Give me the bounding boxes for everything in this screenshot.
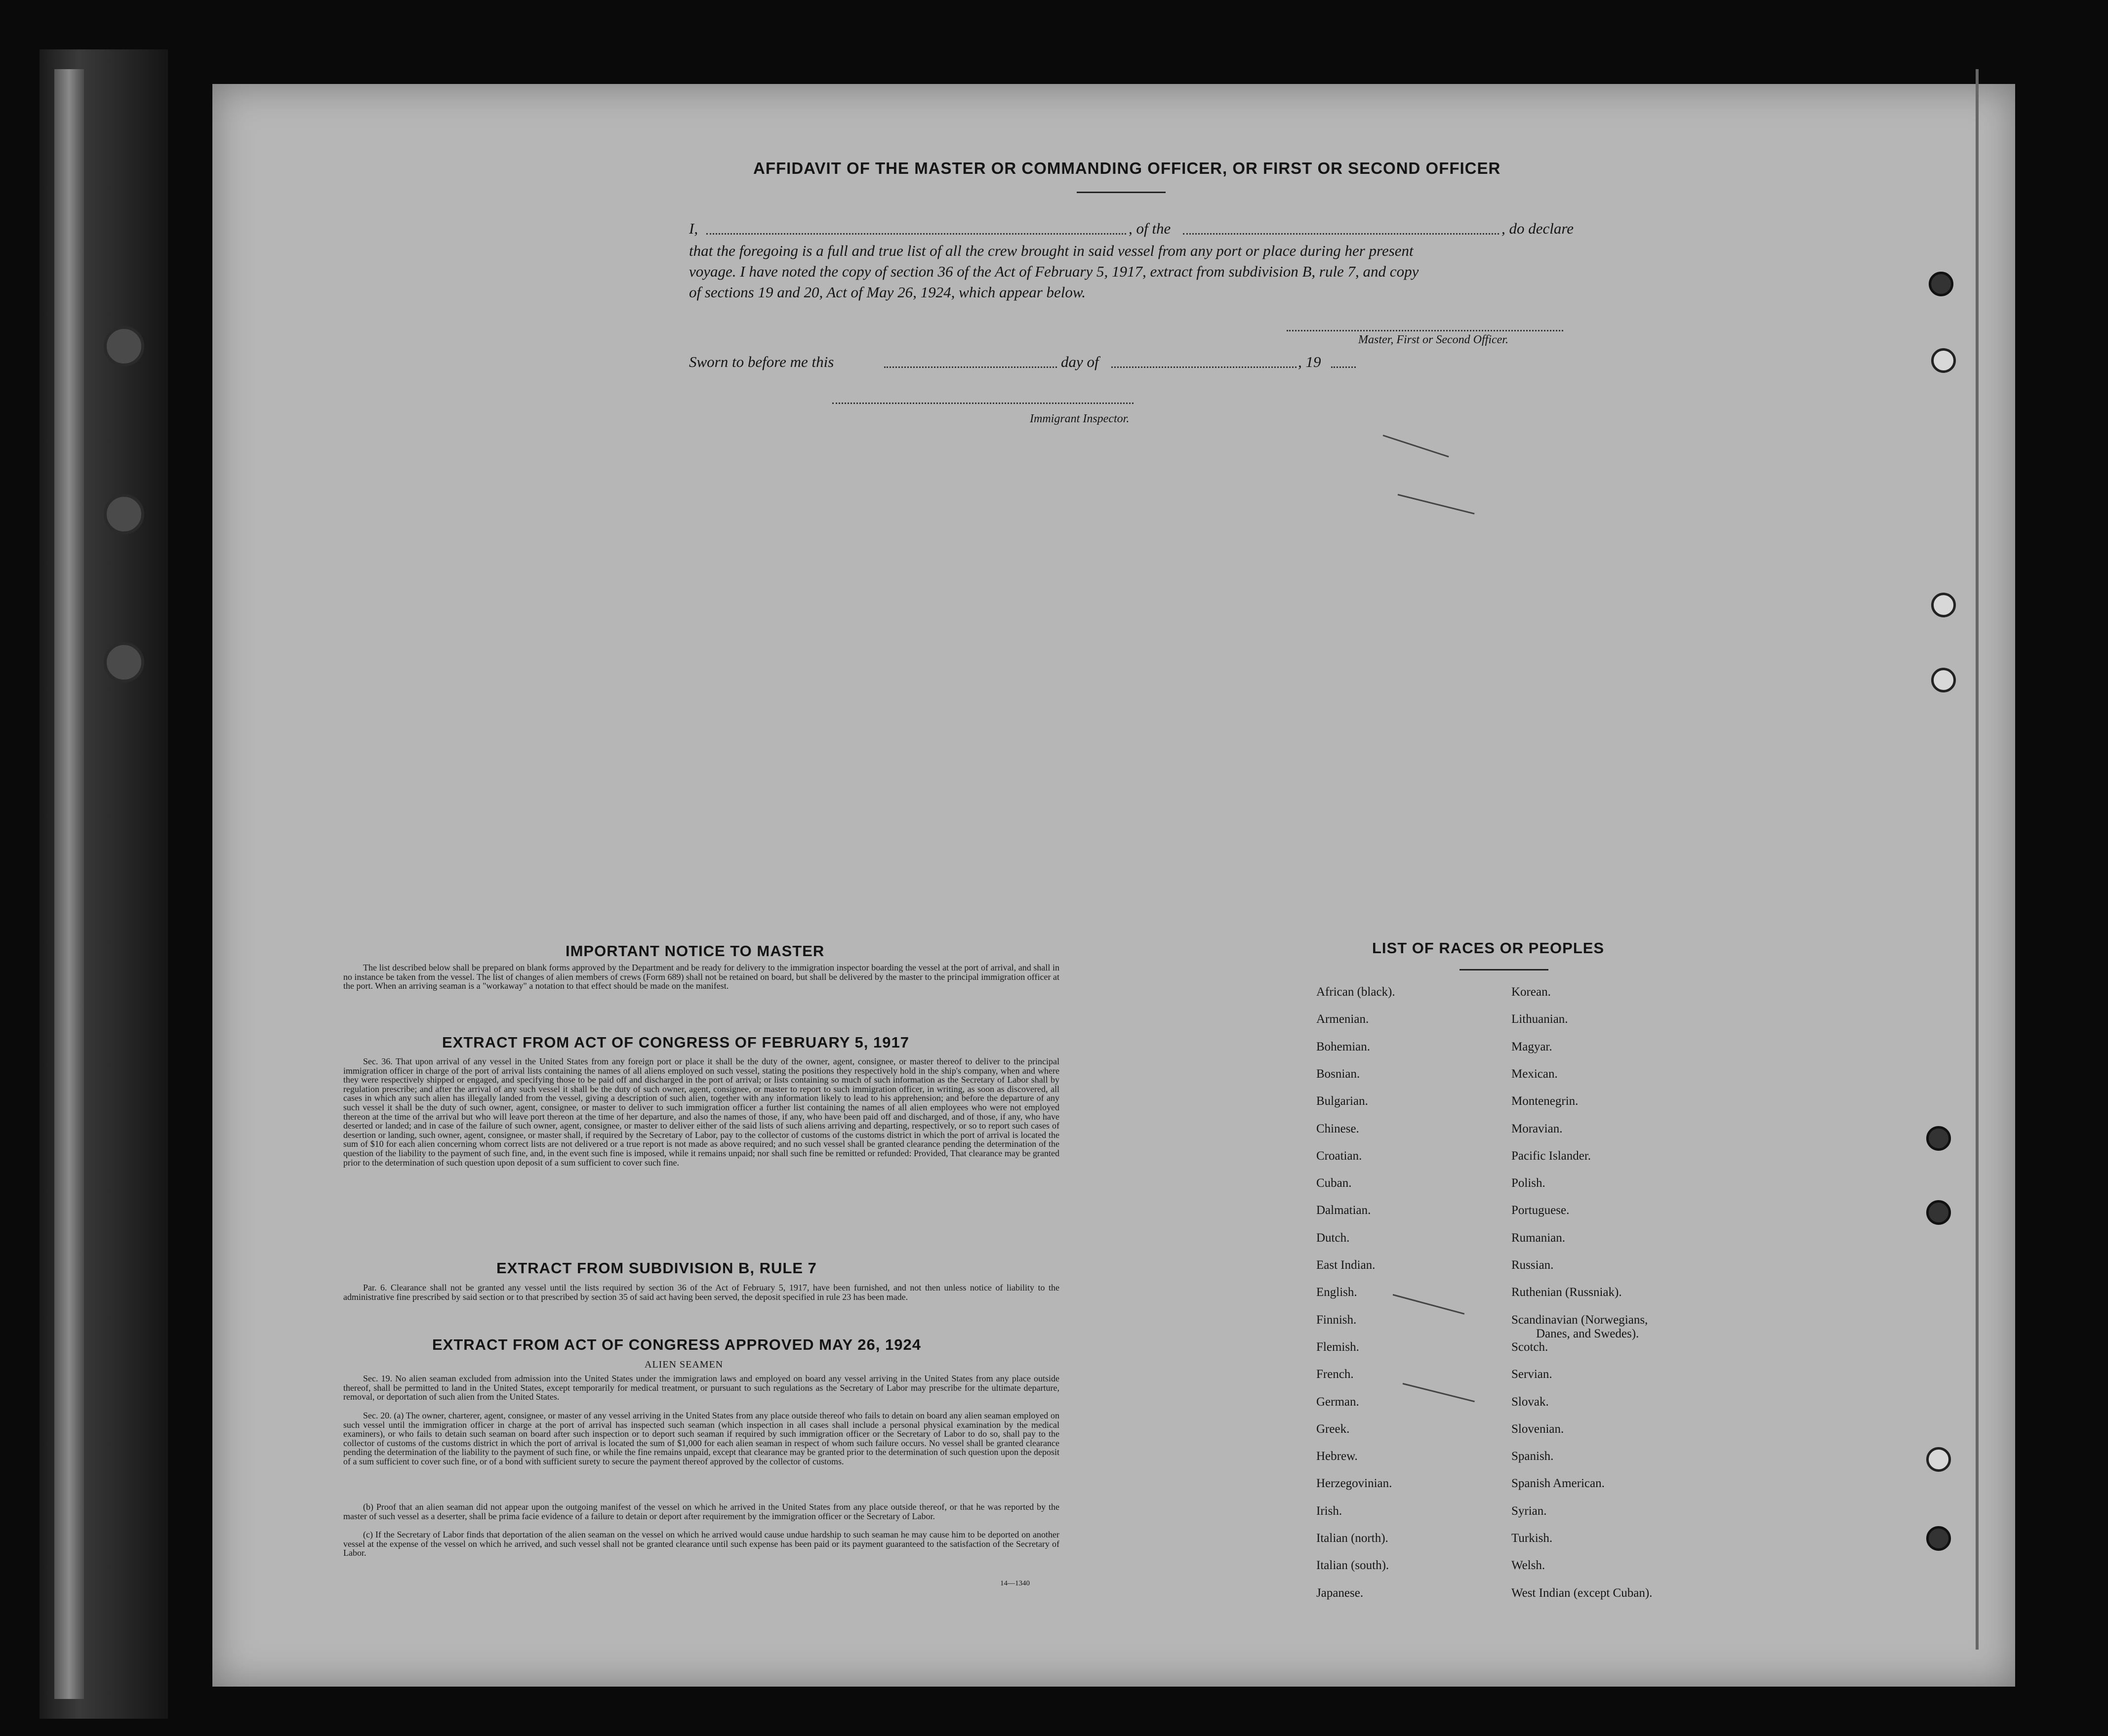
race-item: Rumanian. bbox=[1511, 1231, 1566, 1245]
race-item: Scandinavian (Norwegians, bbox=[1511, 1313, 1648, 1327]
race-item: Italian (north). bbox=[1316, 1532, 1388, 1545]
sec-20c-text: (c) If the Secretary of Labor finds that deportation of the alien seaman on the vessel on which he arrived would cause undue hardship to such seaman he may cause him to be deported on another vessel at the expense of the vessel on which he arrived, and such vessel shall not be granted clearance until such expense has been paid or its payment guaranteed to the satisfaction of the Secretary of Labor. bbox=[343, 1530, 1059, 1558]
notice-text: The list described below shall be prepared on blank forms approved by the Department and be ready for delivery to the immigration inspector boarding the vessel at the port of arrival, and shall in no instance be taken from the vessel. The list of changes of alien members of crews (Form 689) shall not be retained on board, but shall be delivered by the master to the principal immigration officer at the port. When an arriving seaman is a "workaway" a notation to that effect should be made on the manifest. bbox=[343, 963, 1059, 991]
race-item: Mexican. bbox=[1511, 1067, 1558, 1081]
inspector-signature-line[interactable] bbox=[832, 403, 1134, 404]
subdivision-text: Par. 6. Clearance shall not be granted any vessel until the lists required by section 36 of the Act of February 5, 1917, have been furnished, and not then unless notice of liability to the administrative fine prescribed by said section or to that prescribed by section 35 of said act having been served, the deposit specified in rule 23 has been made. bbox=[343, 1283, 1059, 1302]
race-item: Slovak. bbox=[1511, 1395, 1549, 1409]
page-edge bbox=[1976, 69, 1979, 1650]
race-item: Italian (south). bbox=[1316, 1559, 1389, 1573]
punch-hole bbox=[1926, 1447, 1951, 1472]
race-item: Dalmatian. bbox=[1316, 1204, 1371, 1217]
race-item: Pacific Islander. bbox=[1511, 1149, 1591, 1163]
race-item: Moravian. bbox=[1511, 1122, 1563, 1135]
race-item: Armenian. bbox=[1316, 1012, 1369, 1026]
punch-hole bbox=[1929, 272, 1953, 296]
sworn-month-field[interactable] bbox=[1111, 366, 1297, 368]
sec-20a-text: Sec. 20. (a) The owner, charterer, agent, consignee, or master of any vessel arriving in the United States from any place outside thereof who fails to detain on board any alien seaman employed on such vessel until the immigration officer in charge at the port of arrival has inspected such seaman (which inspection in all cases shall include a personal physical examination by the medical examiners), or who fails to detain such seaman on board after such inspection or to deport such seaman if required by such immigration officer or the Secretary of Labor to do so, shall pay to the collector of customs of the customs district in which the port of arrival is located the sum of $1,000 for each alien seaman in respect of whom such failure occurs. No vessel shall be granted clearance pending the determination of the liability to the payment of such fine, or while the fine remains unpaid, except that clearance may be granted prior to the determination of such question upon the deposit of a sum sufficient to cover such fine, or of a bond with sufficient surety to secure the payment thereof approved by the collector of customs. bbox=[343, 1411, 1059, 1466]
race-item: Russian. bbox=[1511, 1258, 1554, 1272]
film-hole bbox=[104, 642, 144, 683]
race-item: Bulgarian. bbox=[1316, 1094, 1368, 1108]
race-item: Montenegrin. bbox=[1511, 1094, 1579, 1108]
affidavit-line-3: voyage. I have noted the copy of section 36 of the Act of February 5, 1917, extract from subdivision B, rule 7, and copy bbox=[689, 263, 1419, 280]
film-strip-left bbox=[40, 49, 168, 1719]
film-edge bbox=[54, 69, 84, 1699]
notice-title: IMPORTANT NOTICE TO MASTER bbox=[566, 942, 825, 960]
affidavit-of-the: , of the bbox=[1129, 220, 1171, 237]
sec-20b-text: (b) Proof that an alien seaman did not appear upon the outgoing manifest of the vessel on which he arrived in the United States from any place outside thereof, or that he was reported by the master of such vessel as a deserter, shall be prima facie evidence of a failure to detain or deport after requirement by the immigration officer or the Secretary of Labor. bbox=[343, 1502, 1059, 1521]
film-hole bbox=[104, 326, 144, 366]
race-item: Chinese. bbox=[1316, 1122, 1359, 1135]
affidavit-title: AFFIDAVIT OF THE MASTER OR COMMANDING OFFICER, OR FIRST OR SECOND OFFICER bbox=[753, 159, 1501, 177]
race-item: Herzegovinian. bbox=[1316, 1477, 1392, 1491]
affidavit-do-declare: , do declare bbox=[1501, 220, 1574, 237]
race-item: Portuguese. bbox=[1511, 1204, 1570, 1217]
name-field-line[interactable] bbox=[706, 233, 1126, 235]
race-item: English. bbox=[1316, 1286, 1357, 1299]
punch-hole bbox=[1926, 1200, 1951, 1225]
race-item: Magyar. bbox=[1511, 1040, 1552, 1053]
punch-hole bbox=[1931, 593, 1956, 617]
form-number: 14—1340 bbox=[1000, 1579, 1030, 1587]
race-item: East Indian. bbox=[1316, 1258, 1376, 1272]
race-item: Danes, and Swedes). bbox=[1536, 1327, 1639, 1340]
race-item: Greek. bbox=[1316, 1422, 1350, 1436]
affidavit-i: I, bbox=[689, 220, 698, 237]
race-item: Bosnian. bbox=[1316, 1067, 1360, 1081]
race-item: Japanese. bbox=[1316, 1586, 1364, 1600]
affidavit-line-2: that the foregoing is a full and true list of all the crew brought in said vessel from any port or place during her present bbox=[689, 242, 1414, 259]
race-item: Spanish. bbox=[1511, 1450, 1554, 1463]
race-item: Korean. bbox=[1511, 985, 1551, 999]
affidavit-line-4: of sections 19 and 20, Act of May 26, 1924, which appear below. bbox=[689, 283, 1086, 301]
race-item: German. bbox=[1316, 1395, 1359, 1409]
race-item: Flemish. bbox=[1316, 1340, 1359, 1354]
alien-seamen-subtitle: ALIEN SEAMEN bbox=[645, 1359, 724, 1370]
extract-1917-text: Sec. 36. That upon arrival of any vessel in the United States from any foreign port or place it shall be the duty of the owner, agent, consignee, or master thereof to deliver to the principal immigration officer in charge of the port of arrival lists containing the names of all aliens employed on such vessel, stating the positions they respectively hold in the ship's company, when and where they were respectively shipped or engaged, and specifying those to be paid off and discharged in the port of arrival; or lists containing so much of such information as the Secretary of Labor shall by regulation prescribe; and after the arrival of any such vessel it shall be the duty of such owner, agent, consignee, or master to report to such immigration officer, in writing, as soon as discovered, all cases in which any such alien has illegally landed from the vessel, giving a description of such alien, together with any information likely to lead to his apprehension; and before the departure of any such vessel it shall be the duty of such owner, agent, consignee, or master to deliver to such immigration officer a further list containing the names of all alien employees who were not employed thereon at the time of the arrival but who will leave port thereon at the time of her departure, and also the names of those, if any, who have been paid off and discharged, and of those, if any, who have deserted or landed; and in case of the failure of such owner, agent, consignee, or master to deliver either of the said lists of such aliens arriving and departing, respectively, or so to report such cases of desertion or landing, such owner, agent, consignee, or master shall, if required by the Secretary of Labor, pay to the collector of customs of the customs district in which the port of arrival is located the sum of $10 for each alien concerning whom correct lists are not delivered or a true report is not made as above required; and no such vessel shall be granted clearance pending the determination of the question of the liability to the payment of such fine, and, in the event such fine is imposed, while it remains unpaid; nor shall such fine be remitted or refunded: Provided, That clearance may be granted prior to the determination of such question upon deposit of a sum sufficient to cover such fine. bbox=[343, 1056, 1059, 1168]
title-rule bbox=[1077, 192, 1166, 193]
punch-hole bbox=[1926, 1126, 1951, 1151]
sec-19-text: Sec. 19. No alien seaman excluded from admission into the United States under the immigration laws and employed on board any vessel arriving in the United States from any place outside thereof, shall be permitted to land in the United States, except temporarily for medical treatment, or pursuant to such regulations as the Secretary of Labor may prescribe for the ultimate departure, removal, or deportation of such alien from the United States. bbox=[343, 1373, 1059, 1402]
race-item: Spanish American. bbox=[1511, 1477, 1605, 1491]
race-item: Ruthenian (Russniak). bbox=[1511, 1286, 1622, 1299]
subdivision-title: EXTRACT FROM SUBDIVISION B, RULE 7 bbox=[496, 1259, 817, 1277]
races-title: LIST OF RACES OR PEOPLES bbox=[1372, 939, 1605, 957]
film-hole bbox=[104, 494, 144, 534]
race-item: Hebrew. bbox=[1316, 1450, 1358, 1463]
sworn-day-field[interactable] bbox=[884, 366, 1057, 368]
race-item: French. bbox=[1316, 1368, 1354, 1381]
race-item: Lithuanian. bbox=[1511, 1012, 1568, 1026]
punch-hole bbox=[1926, 1526, 1951, 1551]
day-of-label: day of bbox=[1061, 353, 1099, 370]
races-title-rule bbox=[1459, 969, 1548, 970]
extract-1924-title: EXTRACT FROM ACT OF CONGRESS APPROVED MAY 26, 1924 bbox=[432, 1336, 921, 1353]
race-item: Irish. bbox=[1316, 1504, 1342, 1518]
race-item: African (black). bbox=[1316, 985, 1395, 999]
race-item: Syrian. bbox=[1511, 1504, 1547, 1518]
race-item: Scotch. bbox=[1511, 1340, 1548, 1354]
inspector-label: Immigrant Inspector. bbox=[1030, 412, 1130, 425]
punch-hole bbox=[1931, 348, 1956, 373]
race-item: Polish. bbox=[1511, 1176, 1545, 1190]
race-item: Finnish. bbox=[1316, 1313, 1357, 1327]
vessel-field-line[interactable] bbox=[1183, 233, 1499, 235]
race-item: Croatian. bbox=[1316, 1149, 1362, 1163]
sworn-year-field[interactable] bbox=[1331, 366, 1356, 368]
punch-hole bbox=[1931, 668, 1956, 692]
race-item: Cuban. bbox=[1316, 1176, 1352, 1190]
race-item: Slovenian. bbox=[1511, 1422, 1564, 1436]
master-signature-line[interactable] bbox=[1287, 330, 1563, 331]
race-item: Bohemian. bbox=[1316, 1040, 1371, 1053]
year-prefix: , 19 bbox=[1298, 353, 1321, 370]
extract-1917-title: EXTRACT FROM ACT OF CONGRESS OF FEBRUARY 5, 1917 bbox=[442, 1034, 909, 1051]
sworn-label: Sworn to before me this bbox=[689, 353, 834, 370]
race-item: Dutch. bbox=[1316, 1231, 1350, 1245]
race-item: Turkish. bbox=[1511, 1532, 1553, 1545]
master-signature-label: Master, First or Second Officer. bbox=[1358, 333, 1508, 346]
race-item: Welsh. bbox=[1511, 1559, 1545, 1573]
race-item: Servian. bbox=[1511, 1368, 1552, 1381]
race-item: West Indian (except Cuban). bbox=[1511, 1586, 1653, 1600]
